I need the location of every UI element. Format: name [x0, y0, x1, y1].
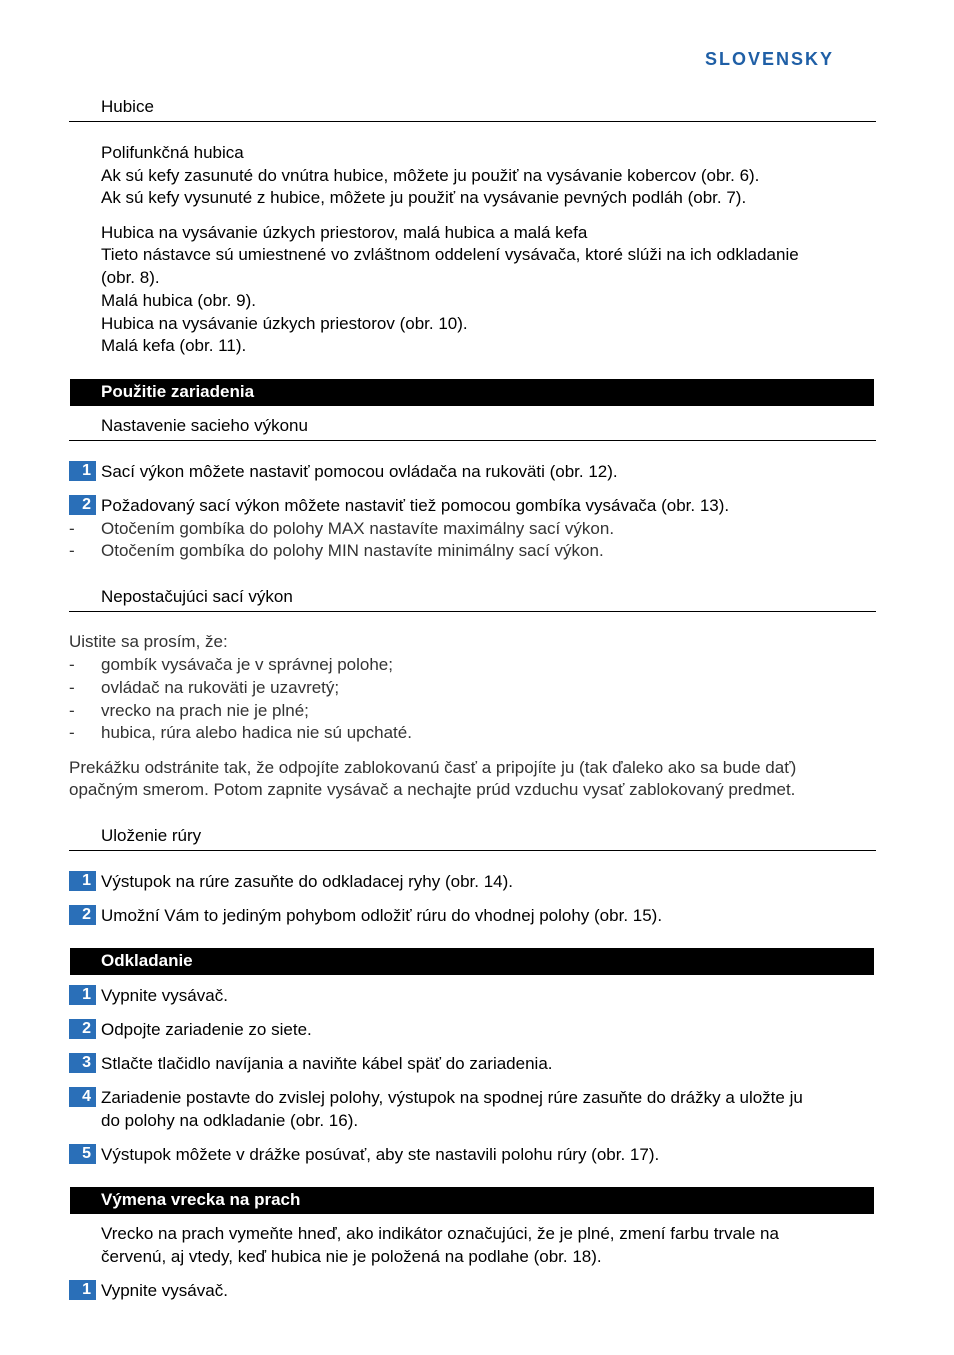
paragraph-line: Uistite sa prosím, že:	[69, 632, 228, 651]
paragraph-line: opačným smerom. Potom zapnite vysávač a nechajte prúd vzduchu vysať zablokovaný predmet.	[69, 780, 796, 799]
heading-rule	[69, 850, 876, 851]
paragraph-line: červenú, aj vtedy, keď hubica nie je položená na podlahe (obr. 18).	[101, 1247, 602, 1266]
bullet-dash: -	[69, 723, 75, 742]
paragraph-line: Hubica na vysávanie úzkych priestorov (obr. 10).	[101, 314, 468, 333]
step-number: 2	[69, 905, 96, 925]
step-number: 1	[69, 871, 96, 891]
step-number: 5	[69, 1144, 96, 1164]
bullet-dash: -	[69, 541, 75, 560]
step-text: Požadovaný sací výkon môžete nastaviť tiež pomocou gombíka vysávača (obr. 13).	[101, 496, 730, 515]
bullet-dash: -	[69, 678, 75, 697]
step-text: Stlačte tlačidlo navíjania a naviňte kábel späť do zariadenia.	[101, 1054, 553, 1073]
bullet-text: Otočením gombíka do polohy MIN nastavíte minimálny sací výkon.	[101, 541, 604, 560]
heading-rule	[69, 611, 876, 612]
paragraph-line: Malá hubica (obr. 9).	[101, 291, 256, 310]
step-number: 3	[69, 1053, 96, 1073]
paragraph-line: Ak sú kefy vysunuté z hubice, môžete ju použiť na vysávanie pevných podláh (obr. 7).	[101, 188, 747, 207]
bullet-dash: -	[69, 701, 75, 720]
section-heading-ulozenie: Uloženie rúry	[101, 826, 202, 845]
step-text: Umožní Vám to jediným pohybom odložiť rúru do vhodnej polohy (obr. 15).	[101, 906, 663, 925]
heading-rule	[69, 121, 876, 122]
paragraph-line: Prekážku odstránite tak, že odpojíte zablokovanú časť a pripojíte ju (tak ďaleko ako sa bude dať)	[69, 758, 797, 777]
heading-rule	[69, 440, 876, 441]
step-text: do polohy na odkladanie (obr. 16).	[101, 1111, 359, 1130]
subheading-uzke: Hubica na vysávanie úzkych priestorov, malá hubica a malá kefa	[101, 223, 588, 242]
step-number: 1	[69, 985, 96, 1005]
bullet-text: ovládač na rukoväti je uzavretý;	[101, 678, 340, 697]
section-bar-title: Použitie zariadenia	[101, 382, 255, 401]
bullet-text: Otočením gombíka do polohy MAX nastavíte maximálny sací výkon.	[101, 519, 615, 538]
bullet-text: gombík vysávača je v správnej polohe;	[101, 655, 393, 674]
step-number: 4	[69, 1087, 96, 1107]
section-bar-title: Odkladanie	[101, 951, 193, 970]
bullet-text: hubica, rúra alebo hadica nie sú upchaté.	[101, 723, 412, 742]
section-bar-vymena	[70, 1187, 874, 1214]
section-heading-nepostacujuci: Nepostačujúci sací výkon	[101, 587, 293, 606]
step-text: Zariadenie postavte do zvislej polohy, výstupok na spodnej rúre zasuňte do drážky a uložte ju	[101, 1088, 803, 1107]
bullet-text: vrecko na prach nie je plné;	[101, 701, 309, 720]
section-heading-hubice: Hubice	[101, 97, 154, 116]
paragraph-line: Vrecko na prach vymeňte hneď, ako indikátor označujúci, že je plné, zmení farbu trvale na	[101, 1224, 779, 1243]
section-bar-odkladanie	[70, 948, 874, 975]
bullet-dash: -	[69, 655, 75, 674]
step-number: 1	[69, 1280, 96, 1300]
paragraph-line: Tieto nástavce sú umiestnené vo zvláštnom oddelení vysávača, ktoré slúži na ich odkladanie	[101, 245, 799, 264]
step-number: 2	[69, 495, 96, 515]
step-number: 1	[69, 461, 96, 481]
section-heading-nastavenie: Nastavenie sacieho výkonu	[101, 416, 308, 435]
paragraph-line: Malá kefa (obr. 11).	[101, 336, 247, 355]
step-text: Vypnite vysávač.	[101, 986, 228, 1005]
paragraph-line: Ak sú kefy zasunuté do vnútra hubice, môžete ju použiť na vysávanie kobercov (obr. 6).	[101, 166, 760, 185]
step-number: 2	[69, 1019, 96, 1039]
subheading-polifunkcna: Polifunkčná hubica	[101, 143, 244, 162]
paragraph-line: (obr. 8).	[101, 268, 160, 287]
language-header: SLOVENSKY	[704, 49, 834, 69]
step-text: Odpojte zariadenie zo siete.	[101, 1020, 312, 1039]
bullet-dash: -	[69, 519, 75, 538]
section-bar-title: Výmena vrecka na prach	[101, 1190, 301, 1209]
step-text: Sací výkon môžete nastaviť pomocou ovládača na rukoväti (obr. 12).	[101, 462, 618, 481]
step-text: Vypnite vysávač.	[101, 1281, 228, 1300]
step-text: Výstupok môžete v drážke posúvať, aby ste nastavili polohu rúry (obr. 17).	[101, 1145, 660, 1164]
step-text: Výstupok na rúre zasuňte do odkladacej ryhy (obr. 14).	[101, 872, 514, 891]
section-bar-pouzitie	[70, 379, 874, 406]
